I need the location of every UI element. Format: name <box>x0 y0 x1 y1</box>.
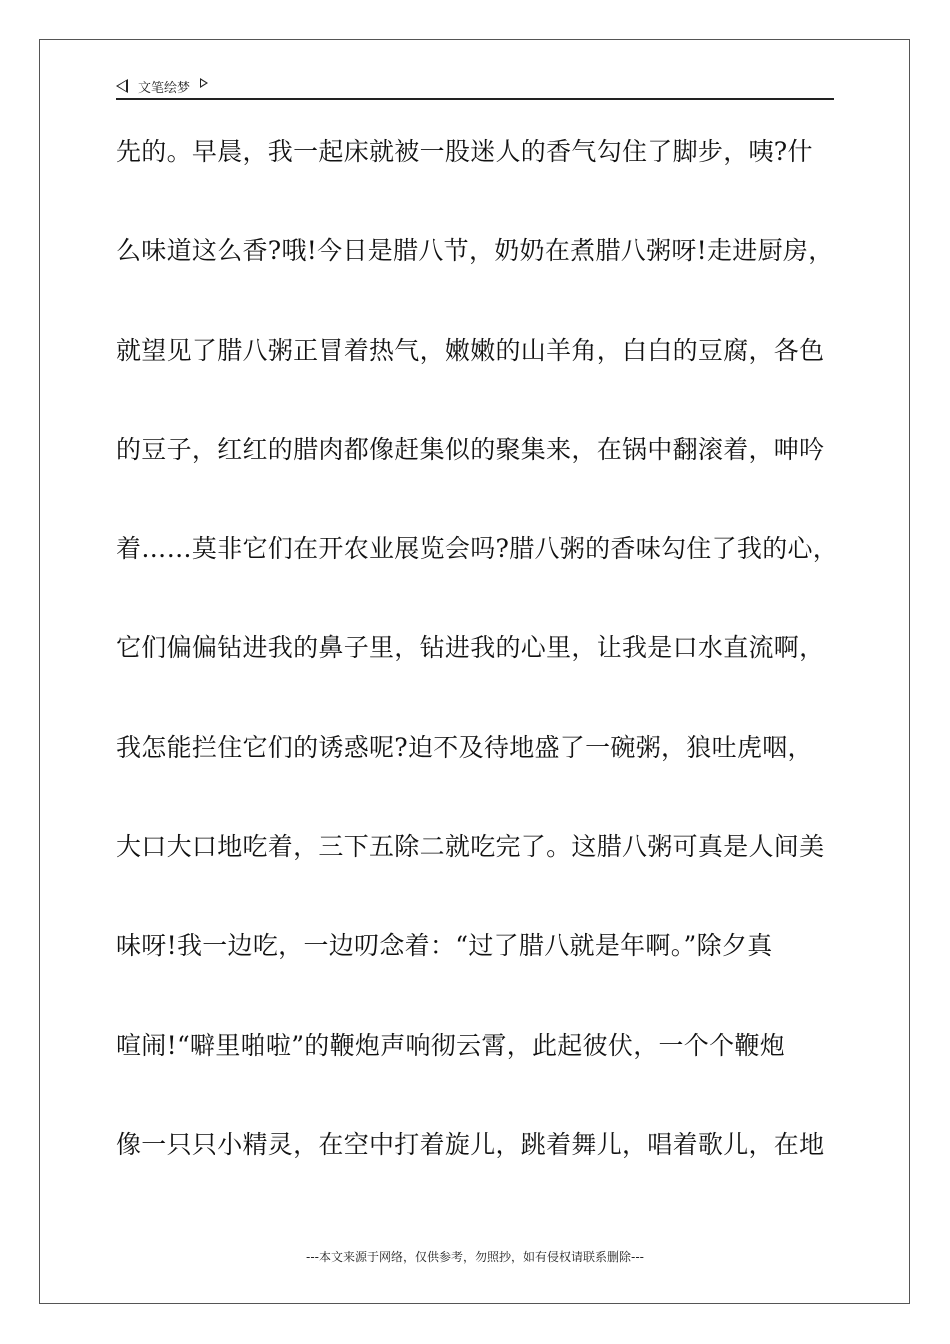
text-line: 大口大口地吃着，三下五除二就吃完了。这腊八粥可真是人间美 <box>116 832 825 862</box>
text-line: 喧闹!“噼里啪啦”的鞭炮声响彻云霄，此起彼伏，一个个鞭炮 <box>116 1030 786 1060</box>
text-line: 着……莫非它们在开农业展览会吗?腊八粥的香味勾住了我的心， <box>116 534 839 564</box>
header-divider <box>116 98 834 100</box>
text-line: 像一只只小精灵，在空中打着旋儿，跳着舞儿，唱着歌儿，在地 <box>116 1129 825 1159</box>
body-text <box>116 128 856 1220</box>
text-line: 味呀!我一边吃，一边叨念着：“过了腊八就是年啊。”除夕真 <box>116 931 773 961</box>
text-line: 就望见了腊八粥正冒着热气，嫩嫩的山羊角，白白的豆腐，各色 <box>116 335 825 365</box>
text-line: 它们偏偏钻进我的鼻子里，钻进我的心里，让我是口水直流啊， <box>116 633 825 663</box>
page-footer: ---本文来源于网络，仅供参考，勿照抄，如有侵权请联系删除--- <box>306 1250 644 1264</box>
text-line: 么味道这么香?哦!今日是腊八节，奶奶在煮腊八粥呀!走进厨房， <box>116 236 834 266</box>
text-line: 的豆子，红红的腊肉都像赶集似的聚集来，在锅中翻滚着，呻吟 <box>116 434 825 464</box>
page-header <box>116 74 834 98</box>
triangle-right-icon <box>200 78 208 88</box>
text-line: 我怎能拦住它们的诱惑呢?迫不及待地盛了一碗粥，狼吐虎咽， <box>116 732 813 762</box>
triangle-left-icon <box>116 79 128 93</box>
text-line: 先的。早晨，我一起床就被一股迷人的香气勾住了脚步，咦?什 <box>116 137 813 166</box>
header-title: 文笔绘梦 <box>138 80 191 96</box>
